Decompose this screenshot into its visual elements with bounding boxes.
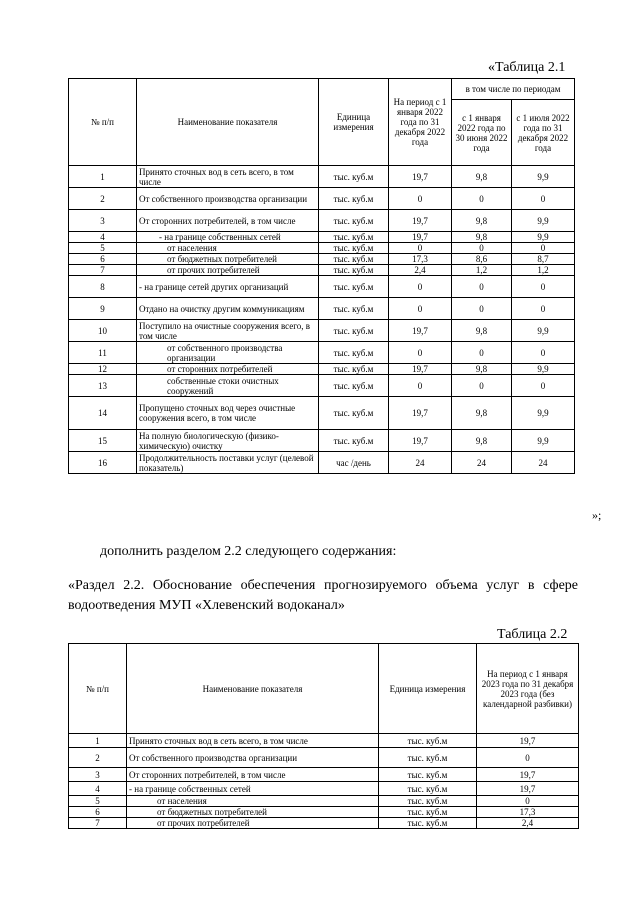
row-total: 0	[389, 276, 452, 298]
table-row	[69, 265, 575, 276]
row-name: От сторонних потребителей, в том числе	[127, 768, 379, 782]
row-name: Принято сточных вод в сеть всего, в том числе	[127, 734, 379, 748]
row-num: 8	[69, 276, 137, 298]
row-num: 3	[69, 210, 137, 232]
t2-header-period: На период с 1 января 2023 года по 31 декабря 2023 года (без календарной разбивки)	[477, 644, 579, 734]
row-h2: 9,9	[512, 166, 575, 188]
row-unit: тыс. куб.м	[319, 166, 389, 188]
row-unit: тыс. куб.м	[319, 320, 389, 342]
section-heading: «Раздел 2.2. Обоснование обеспечения прогнозируемого объема услуг в сфере водоотведения МУП «Хлевенский водоканал»	[68, 578, 578, 613]
table2-caption: Таблица 2.2	[497, 627, 568, 642]
table-row	[69, 364, 575, 375]
row-name: От собственного производства организации	[127, 748, 379, 768]
row-unit: тыс. куб.м	[379, 768, 477, 782]
table-row	[69, 807, 579, 818]
table-row	[69, 188, 575, 210]
row-num: 7	[69, 265, 137, 276]
row-name: собственные стоки очистных сооружений	[137, 375, 319, 397]
row-name: от населения	[127, 796, 379, 807]
table-row	[69, 375, 575, 397]
row-num: 14	[69, 397, 137, 430]
row-h2: 0	[512, 243, 575, 254]
row-total: 0	[389, 188, 452, 210]
row-name: Отдано на очистку другим коммуникациям	[137, 298, 319, 320]
row-total: 19,7	[389, 320, 452, 342]
row-h1: 0	[452, 188, 512, 210]
table-row	[69, 397, 575, 430]
row-num: 10	[69, 320, 137, 342]
row-unit: тыс. куб.м	[319, 254, 389, 265]
row-h1: 0	[452, 342, 512, 364]
row-unit: тыс. куб.м	[379, 807, 477, 818]
row-num: 15	[69, 430, 137, 452]
row-num: 5	[69, 796, 127, 807]
row-num: 11	[69, 342, 137, 364]
row-num: 2	[69, 748, 127, 768]
row-num: 7	[69, 818, 127, 829]
row-total: 19,7	[477, 782, 579, 796]
table-row	[69, 298, 575, 320]
row-num: 1	[69, 734, 127, 748]
row-unit: тыс. куб.м	[379, 782, 477, 796]
row-name: - на границе собственных сетей	[137, 232, 319, 243]
row-h1: 9,8	[452, 430, 512, 452]
t1-header-name: Наименование показателя	[137, 79, 319, 166]
row-total: 19,7	[389, 430, 452, 452]
row-total: 19,7	[389, 166, 452, 188]
row-total: 0	[477, 796, 579, 807]
row-total: 0	[477, 748, 579, 768]
row-name: от населения	[137, 243, 319, 254]
row-total: 19,7	[389, 210, 452, 232]
row-total: 0	[389, 298, 452, 320]
row-total: 17,3	[477, 807, 579, 818]
table-row	[69, 818, 579, 829]
row-unit: тыс. куб.м	[319, 430, 389, 452]
row-total: 24	[389, 452, 452, 474]
row-h2: 0	[512, 342, 575, 364]
row-total: 17,3	[389, 254, 452, 265]
row-num: 16	[69, 452, 137, 474]
table1-caption: «Таблица 2.1	[488, 60, 566, 75]
row-total: 0	[389, 243, 452, 254]
amend-line: дополнить разделом 2.2 следующего содержания:	[100, 544, 397, 559]
row-num: 4	[69, 232, 137, 243]
row-total: 2,4	[477, 818, 579, 829]
row-h2: 9,9	[512, 232, 575, 243]
table1-end-mark: »;	[592, 508, 602, 522]
row-h1: 9,8	[452, 166, 512, 188]
t1-header-sub: в том числе по периодам	[452, 79, 575, 100]
row-unit: тыс. куб.м	[379, 796, 477, 807]
row-unit: тыс. куб.м	[379, 748, 477, 768]
table-row	[69, 254, 575, 265]
row-num: 1	[69, 166, 137, 188]
row-total: 19,7	[389, 364, 452, 375]
row-h1: 8,6	[452, 254, 512, 265]
row-total: 19,7	[477, 734, 579, 748]
row-total: 19,7	[389, 232, 452, 243]
table-row	[69, 748, 579, 768]
table-row	[69, 210, 575, 232]
row-h2: 0	[512, 375, 575, 397]
t1-header-period: На период с 1 января 2022 года по 31 декабря 2022 года	[389, 79, 452, 166]
row-name: от бюджетных потребителей	[127, 807, 379, 818]
row-total: 2,4	[389, 265, 452, 276]
table-row	[69, 320, 575, 342]
row-h2: 8,7	[512, 254, 575, 265]
table-row	[69, 734, 579, 748]
row-h2: 9,9	[512, 320, 575, 342]
row-num: 6	[69, 807, 127, 818]
row-name: от сторонних потребителей	[137, 364, 319, 375]
row-h2: 9,9	[512, 397, 575, 430]
row-h1: 24	[452, 452, 512, 474]
row-name: от прочих потребителей	[127, 818, 379, 829]
row-num: 2	[69, 188, 137, 210]
row-h1: 9,8	[452, 232, 512, 243]
table-row	[69, 342, 575, 364]
row-num: 4	[69, 782, 127, 796]
row-num: 5	[69, 243, 137, 254]
row-unit: тыс. куб.м	[319, 232, 389, 243]
row-name: Продолжительность поставки услуг (целевой показатель)	[137, 452, 319, 474]
row-num: 6	[69, 254, 137, 265]
row-name: От сторонних потребителей, в том числе	[137, 210, 319, 232]
row-name: Пропущено сточных вод через очистные сооружения всего, в том числе	[137, 397, 319, 430]
t2-header-unit: Единица измерения	[379, 644, 477, 734]
row-h2: 0	[512, 188, 575, 210]
row-unit: тыс. куб.м	[379, 734, 477, 748]
row-unit: тыс. куб.м	[319, 210, 389, 232]
row-unit: тыс. куб.м	[319, 188, 389, 210]
row-unit: тыс. куб.м	[319, 364, 389, 375]
row-h1: 9,8	[452, 397, 512, 430]
row-num: 12	[69, 364, 137, 375]
row-num: 13	[69, 375, 137, 397]
row-name: Принято сточных вод в сеть всего, в том числе	[137, 166, 319, 188]
row-total: 19,7	[389, 397, 452, 430]
row-total: 0	[389, 342, 452, 364]
t1-header-unit: Единица измерения	[319, 79, 389, 166]
row-h2: 1,2	[512, 265, 575, 276]
row-name: от бюджетных потребителей	[137, 254, 319, 265]
row-unit: тыс. куб.м	[319, 265, 389, 276]
row-h1: 9,8	[452, 320, 512, 342]
row-unit: тыс. куб.м	[319, 243, 389, 254]
row-unit: тыс. куб.м	[319, 298, 389, 320]
table-2-2	[68, 643, 579, 829]
table-row	[69, 232, 575, 243]
row-unit: тыс. куб.м	[319, 342, 389, 364]
table-row	[69, 452, 575, 474]
row-name: от собственного производства организации	[137, 342, 319, 364]
row-unit: тыс. куб.м	[319, 397, 389, 430]
table-row	[69, 243, 575, 254]
row-num: 9	[69, 298, 137, 320]
row-total: 0	[389, 375, 452, 397]
table-row	[69, 276, 575, 298]
t2-header-name: Наименование показателя	[127, 644, 379, 734]
row-h2: 9,9	[512, 364, 575, 375]
row-num: 3	[69, 768, 127, 782]
row-h2: 24	[512, 452, 575, 474]
table-row	[69, 768, 579, 782]
table-row	[69, 430, 575, 452]
row-name: от прочих потребителей	[137, 265, 319, 276]
row-unit: тыс. куб.м	[319, 375, 389, 397]
row-h1: 9,8	[452, 210, 512, 232]
row-name: - на границе сетей других организаций	[137, 276, 319, 298]
row-h2: 0	[512, 276, 575, 298]
row-h2: 9,9	[512, 210, 575, 232]
row-name: От собственного производства организации	[137, 188, 319, 210]
row-h2: 9,9	[512, 430, 575, 452]
t1-header-h2: с 1 июля 2022 года по 31 декабря 2022 года	[512, 100, 575, 166]
table-row	[69, 782, 579, 796]
row-h2: 0	[512, 298, 575, 320]
row-h1: 9,8	[452, 364, 512, 375]
t1-header-num: № п/п	[69, 79, 137, 166]
row-h1: 0	[452, 298, 512, 320]
table-row	[69, 166, 575, 188]
row-name: Поступило на очистные сооружения всего, в том числе	[137, 320, 319, 342]
row-total: 19,7	[477, 768, 579, 782]
row-name: На полную биологическую (физико-химическую) очистку	[137, 430, 319, 452]
row-h1: 0	[452, 243, 512, 254]
row-name: - на границе собственных сетей	[127, 782, 379, 796]
row-h1: 1,2	[452, 265, 512, 276]
table-2-1	[68, 78, 575, 474]
t2-header-num: № п/п	[69, 644, 127, 734]
row-unit: тыс. куб.м	[319, 276, 389, 298]
row-unit: тыс. куб.м	[379, 818, 477, 829]
row-h1: 0	[452, 276, 512, 298]
table-row	[69, 796, 579, 807]
t1-header-h1: с 1 января 2022 года по 30 июня 2022 года	[452, 100, 512, 166]
row-unit: час /день	[319, 452, 389, 474]
row-h1: 0	[452, 375, 512, 397]
